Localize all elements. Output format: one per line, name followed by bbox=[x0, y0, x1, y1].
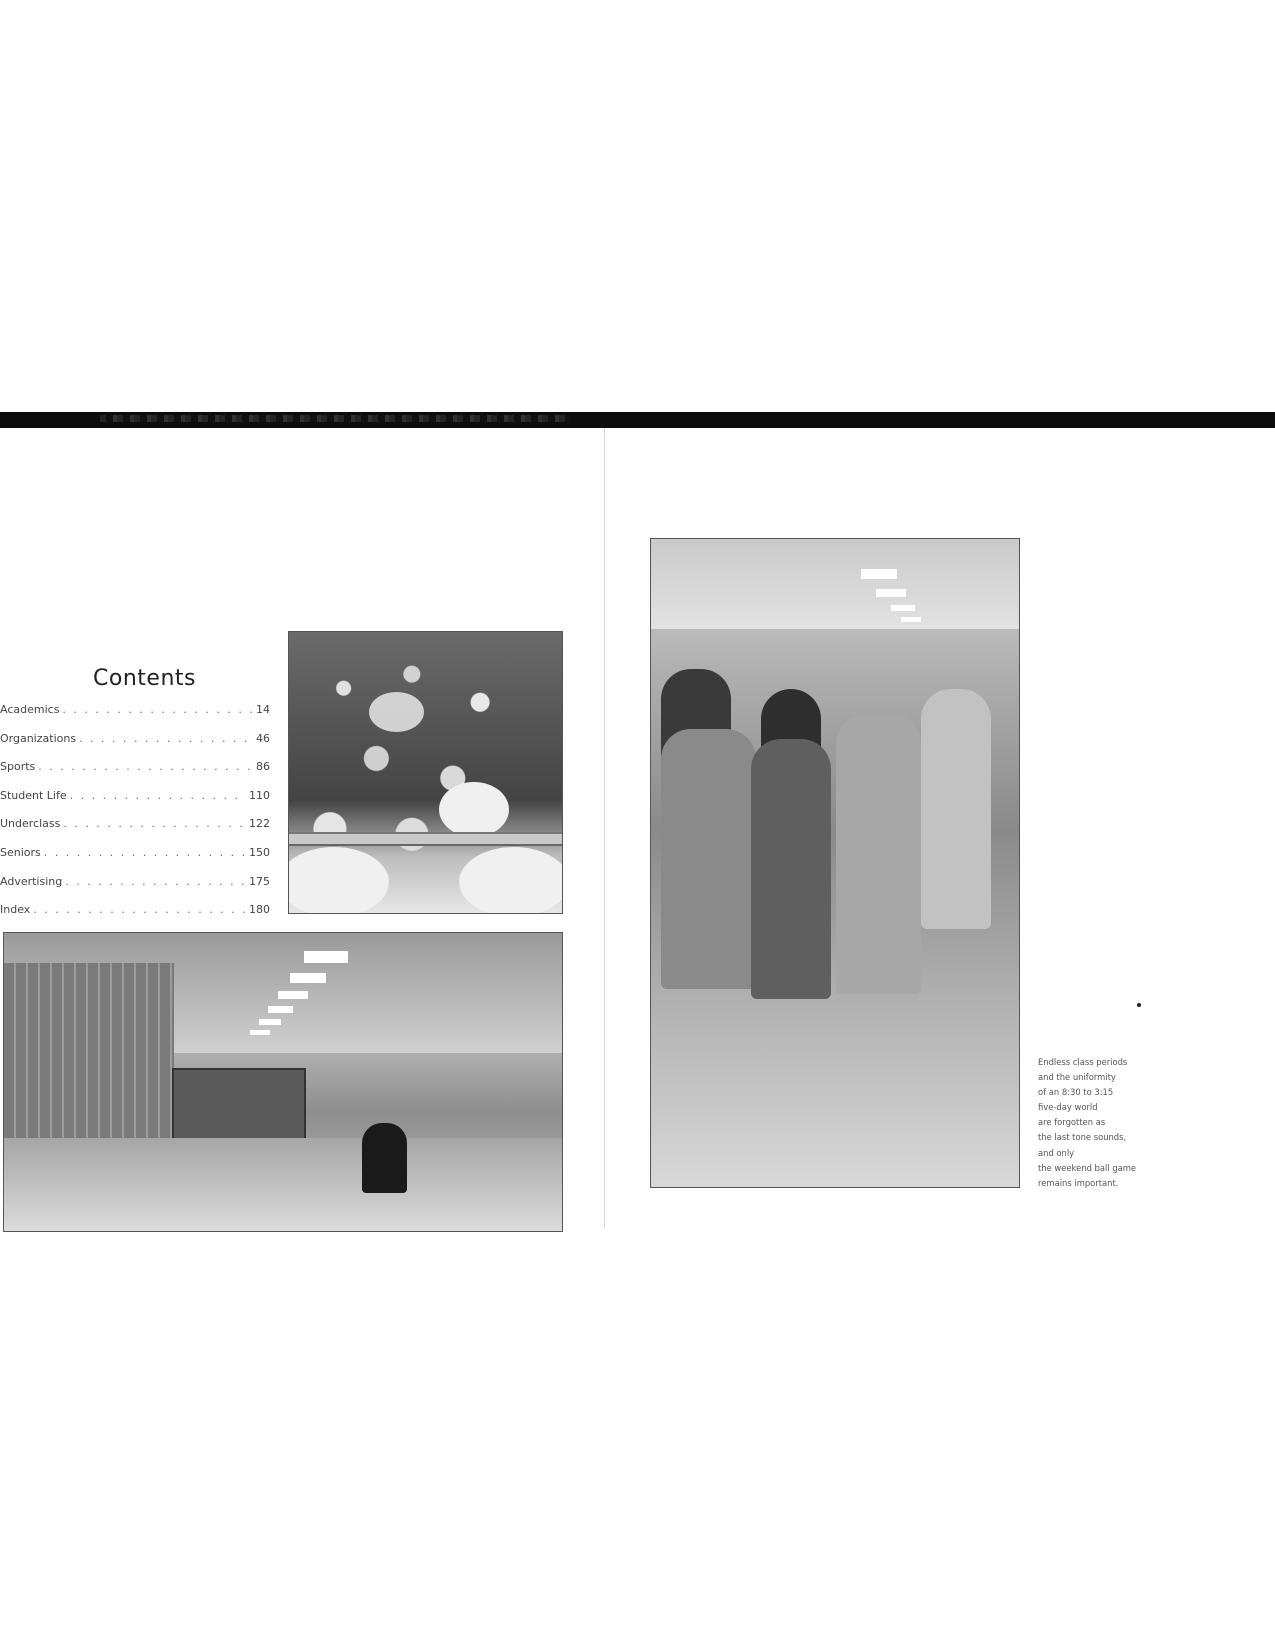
toc-leader-dots bbox=[33, 903, 246, 916]
toc-leader-dots bbox=[70, 789, 246, 802]
student-figure bbox=[921, 689, 991, 929]
toc-leader-dots bbox=[65, 875, 246, 888]
caption-line: are forgotten as bbox=[1038, 1117, 1106, 1128]
hallway-floor bbox=[4, 1138, 562, 1232]
corridor-ceiling bbox=[651, 539, 1019, 629]
caption-line: remains important. bbox=[1038, 1177, 1119, 1188]
toc-label: Seniors bbox=[0, 845, 41, 859]
toc-label: Advertising bbox=[0, 874, 63, 888]
toc-entry[interactable] bbox=[0, 846, 275, 875]
ceiling-light bbox=[861, 569, 897, 579]
toc-leader-dots bbox=[38, 760, 253, 773]
toc-leader-dots bbox=[44, 846, 246, 859]
pompom-shape bbox=[369, 692, 424, 732]
ceiling-light bbox=[901, 617, 921, 622]
contents-title: Contents bbox=[93, 666, 196, 691]
ceiling-light bbox=[259, 1019, 281, 1025]
toc-page-number: 122 bbox=[249, 817, 270, 831]
ceiling-light bbox=[268, 1006, 293, 1013]
hallway-end-doors bbox=[172, 1068, 306, 1142]
toc-entry[interactable] bbox=[0, 903, 275, 932]
caption-line: of an 8:30 to 3:15 bbox=[1038, 1087, 1114, 1098]
ink-speck bbox=[1137, 1003, 1141, 1007]
pompom-shape bbox=[288, 847, 389, 914]
toc-label: Index bbox=[0, 903, 31, 917]
toc-label: Underclass bbox=[0, 817, 61, 831]
band-texture bbox=[100, 415, 570, 422]
seated-student-silhouette bbox=[362, 1123, 407, 1193]
ceiling-light bbox=[250, 1030, 270, 1035]
toc-entry[interactable] bbox=[0, 875, 275, 904]
toc-page-number: 46 bbox=[256, 731, 270, 745]
photo-caption bbox=[1038, 1055, 1178, 1191]
caption-line: the weekend ball game bbox=[1038, 1162, 1137, 1173]
toc-label: Student Life bbox=[0, 788, 67, 802]
student-figure bbox=[836, 714, 921, 994]
toc-entry[interactable] bbox=[0, 789, 275, 818]
toc-label: Academics bbox=[0, 703, 60, 716]
cheering-crowd-photo bbox=[288, 631, 563, 914]
ceiling-light bbox=[876, 589, 906, 597]
ceiling-light bbox=[304, 951, 348, 963]
top-black-band bbox=[0, 412, 1275, 428]
toc-entry[interactable] bbox=[0, 817, 275, 846]
student-figure bbox=[751, 739, 831, 999]
toc-label: Sports bbox=[0, 760, 36, 774]
toc-page-number: 180 bbox=[249, 903, 270, 917]
toc-entry[interactable] bbox=[0, 760, 275, 789]
caption-line: Endless class periods bbox=[1038, 1057, 1128, 1067]
toc-page-number: 175 bbox=[249, 874, 270, 888]
ceiling-light bbox=[278, 991, 308, 999]
ceiling-light bbox=[891, 605, 915, 611]
caption-line: five-day world bbox=[1038, 1102, 1098, 1113]
student-figure bbox=[661, 729, 756, 989]
toc-page-number: 14 bbox=[256, 703, 270, 716]
toc-leader-dots bbox=[63, 817, 246, 830]
ceiling-light bbox=[290, 973, 326, 983]
empty-hallway-photo bbox=[3, 932, 563, 1232]
toc-leader-dots bbox=[62, 703, 253, 716]
railing bbox=[289, 832, 562, 846]
caption-line: the last tone sounds, bbox=[1038, 1132, 1127, 1143]
students-walking-photo bbox=[650, 538, 1020, 1188]
toc-entry[interactable] bbox=[0, 703, 275, 732]
pompom-shape bbox=[459, 847, 563, 914]
toc-leader-dots bbox=[79, 732, 253, 745]
toc-page-number: 86 bbox=[256, 760, 270, 774]
table-of-contents bbox=[0, 666, 275, 932]
toc-label: Organizations bbox=[0, 731, 77, 745]
page-gutter bbox=[604, 428, 605, 1228]
toc-page-number: 110 bbox=[249, 788, 270, 802]
pompom-shape bbox=[439, 782, 509, 837]
toc-page-number: 150 bbox=[249, 845, 270, 859]
toc-entry[interactable] bbox=[0, 732, 275, 761]
caption-line: and only bbox=[1038, 1147, 1075, 1158]
caption-line: and the uniformity bbox=[1038, 1072, 1116, 1083]
